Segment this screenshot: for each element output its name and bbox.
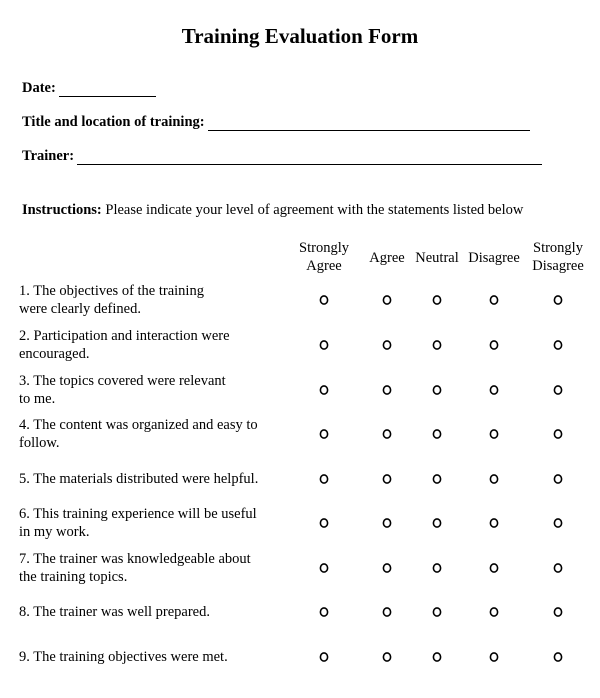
radio-button-icon[interactable]: [489, 340, 499, 350]
title-location-input-line[interactable]: [208, 118, 530, 131]
radio-button-icon[interactable]: [319, 607, 329, 617]
radio-button-icon[interactable]: [553, 385, 563, 395]
question-3: [19, 372, 294, 408]
radio-button-icon[interactable]: [382, 429, 392, 439]
scale-header-line1: Disagree: [468, 250, 520, 266]
scale-header-1: [369, 249, 404, 267]
radio-button-icon[interactable]: [432, 518, 442, 528]
question-text-line1: 2. Participation and interaction were: [19, 328, 230, 344]
scale-header-line1: Strongly: [533, 240, 583, 256]
question-2: [19, 327, 294, 363]
trainer-input-line[interactable]: [77, 152, 542, 165]
question-9: [19, 648, 294, 666]
question-text-line1: 6. This training experience will be useful: [19, 506, 257, 522]
radio-button-icon[interactable]: [319, 518, 329, 528]
radio-button-icon[interactable]: [432, 652, 442, 662]
trainer-label: Trainer:: [22, 148, 75, 164]
scale-header-4: [532, 239, 584, 275]
question-5: [19, 470, 294, 488]
radio-button-icon[interactable]: [432, 340, 442, 350]
scale-header-0: [299, 239, 349, 275]
radio-button-icon[interactable]: [382, 518, 392, 528]
question-text-line2: in my work.: [19, 524, 90, 540]
radio-button-icon[interactable]: [553, 563, 563, 573]
radio-button-icon[interactable]: [553, 340, 563, 350]
question-1: [19, 282, 294, 318]
radio-button-icon[interactable]: [553, 607, 563, 617]
radio-button-icon[interactable]: [489, 518, 499, 528]
scale-header-2: [415, 249, 458, 267]
question-4: [19, 416, 294, 452]
title-location-label: Title and location of training:: [22, 114, 205, 130]
instructions-label: Instructions:: [22, 202, 102, 218]
question-text-line1: 9. The training objectives were met.: [19, 649, 228, 665]
radio-button-icon[interactable]: [553, 652, 563, 662]
title-location-field[interactable]: [22, 114, 530, 131]
radio-button-icon[interactable]: [489, 652, 499, 662]
radio-button-icon[interactable]: [432, 429, 442, 439]
radio-button-icon[interactable]: [553, 429, 563, 439]
date-label: Date:: [22, 80, 56, 96]
radio-button-icon[interactable]: [382, 385, 392, 395]
form-title: Training Evaluation Form: [181, 24, 419, 48]
question-text-line1: 5. The materials distributed were helpful.: [19, 471, 259, 487]
question-7: [19, 550, 294, 586]
radio-button-icon[interactable]: [319, 295, 329, 305]
scale-header-line1: Strongly: [299, 240, 349, 256]
question-text-line2: were clearly defined.: [19, 301, 141, 317]
scale-header-line1: Neutral: [415, 250, 459, 266]
question-text-line2: encouraged.: [19, 346, 90, 362]
question-text-line1: 4. The content was organized and easy to: [19, 417, 258, 433]
radio-button-icon[interactable]: [489, 563, 499, 573]
radio-button-icon[interactable]: [382, 607, 392, 617]
radio-button-icon[interactable]: [432, 563, 442, 573]
radio-button-icon[interactable]: [432, 295, 442, 305]
scale-header-3: [468, 249, 520, 267]
radio-button-icon[interactable]: [489, 607, 499, 617]
question-text-line2: follow.: [19, 435, 60, 451]
date-field[interactable]: [22, 80, 156, 97]
radio-button-icon[interactable]: [432, 385, 442, 395]
radio-button-icon[interactable]: [382, 474, 392, 484]
question-6: [19, 505, 294, 541]
radio-button-icon[interactable]: [382, 652, 392, 662]
radio-button-icon[interactable]: [489, 385, 499, 395]
radio-button-icon[interactable]: [382, 563, 392, 573]
radio-button-icon[interactable]: [319, 563, 329, 573]
question-text-line1: 8. The trainer was well prepared.: [19, 604, 210, 620]
radio-button-icon[interactable]: [319, 474, 329, 484]
trainer-field[interactable]: [22, 148, 542, 165]
radio-button-icon[interactable]: [382, 295, 392, 305]
question-8: [19, 603, 294, 621]
scale-header-line1: Agree: [369, 250, 405, 266]
radio-button-icon[interactable]: [319, 340, 329, 350]
radio-button-icon[interactable]: [319, 652, 329, 662]
radio-button-icon[interactable]: [319, 385, 329, 395]
radio-button-icon[interactable]: [489, 429, 499, 439]
question-text-line2: the training topics.: [19, 569, 128, 585]
radio-button-icon[interactable]: [432, 474, 442, 484]
instructions-text: Please indicate your level of agreement with the statements listed below: [101, 202, 524, 218]
radio-button-icon[interactable]: [489, 474, 499, 484]
radio-button-icon[interactable]: [553, 518, 563, 528]
radio-button-icon[interactable]: [553, 295, 563, 305]
scale-header-line2: Agree: [306, 258, 342, 274]
date-input-line[interactable]: [59, 84, 156, 97]
question-text-line1: 3. The topics covered were relevant: [19, 373, 226, 389]
question-text-line2: to me.: [19, 391, 56, 407]
scale-header-line2: Disagree: [532, 258, 584, 274]
radio-button-icon[interactable]: [319, 429, 329, 439]
question-text-line1: 1. The objectives of the training: [19, 283, 204, 299]
question-text-line1: 7. The trainer was knowledgeable about: [19, 551, 251, 567]
radio-button-icon[interactable]: [489, 295, 499, 305]
radio-button-icon[interactable]: [432, 607, 442, 617]
radio-button-icon[interactable]: [382, 340, 392, 350]
radio-button-icon[interactable]: [553, 474, 563, 484]
instructions: [22, 202, 523, 219]
